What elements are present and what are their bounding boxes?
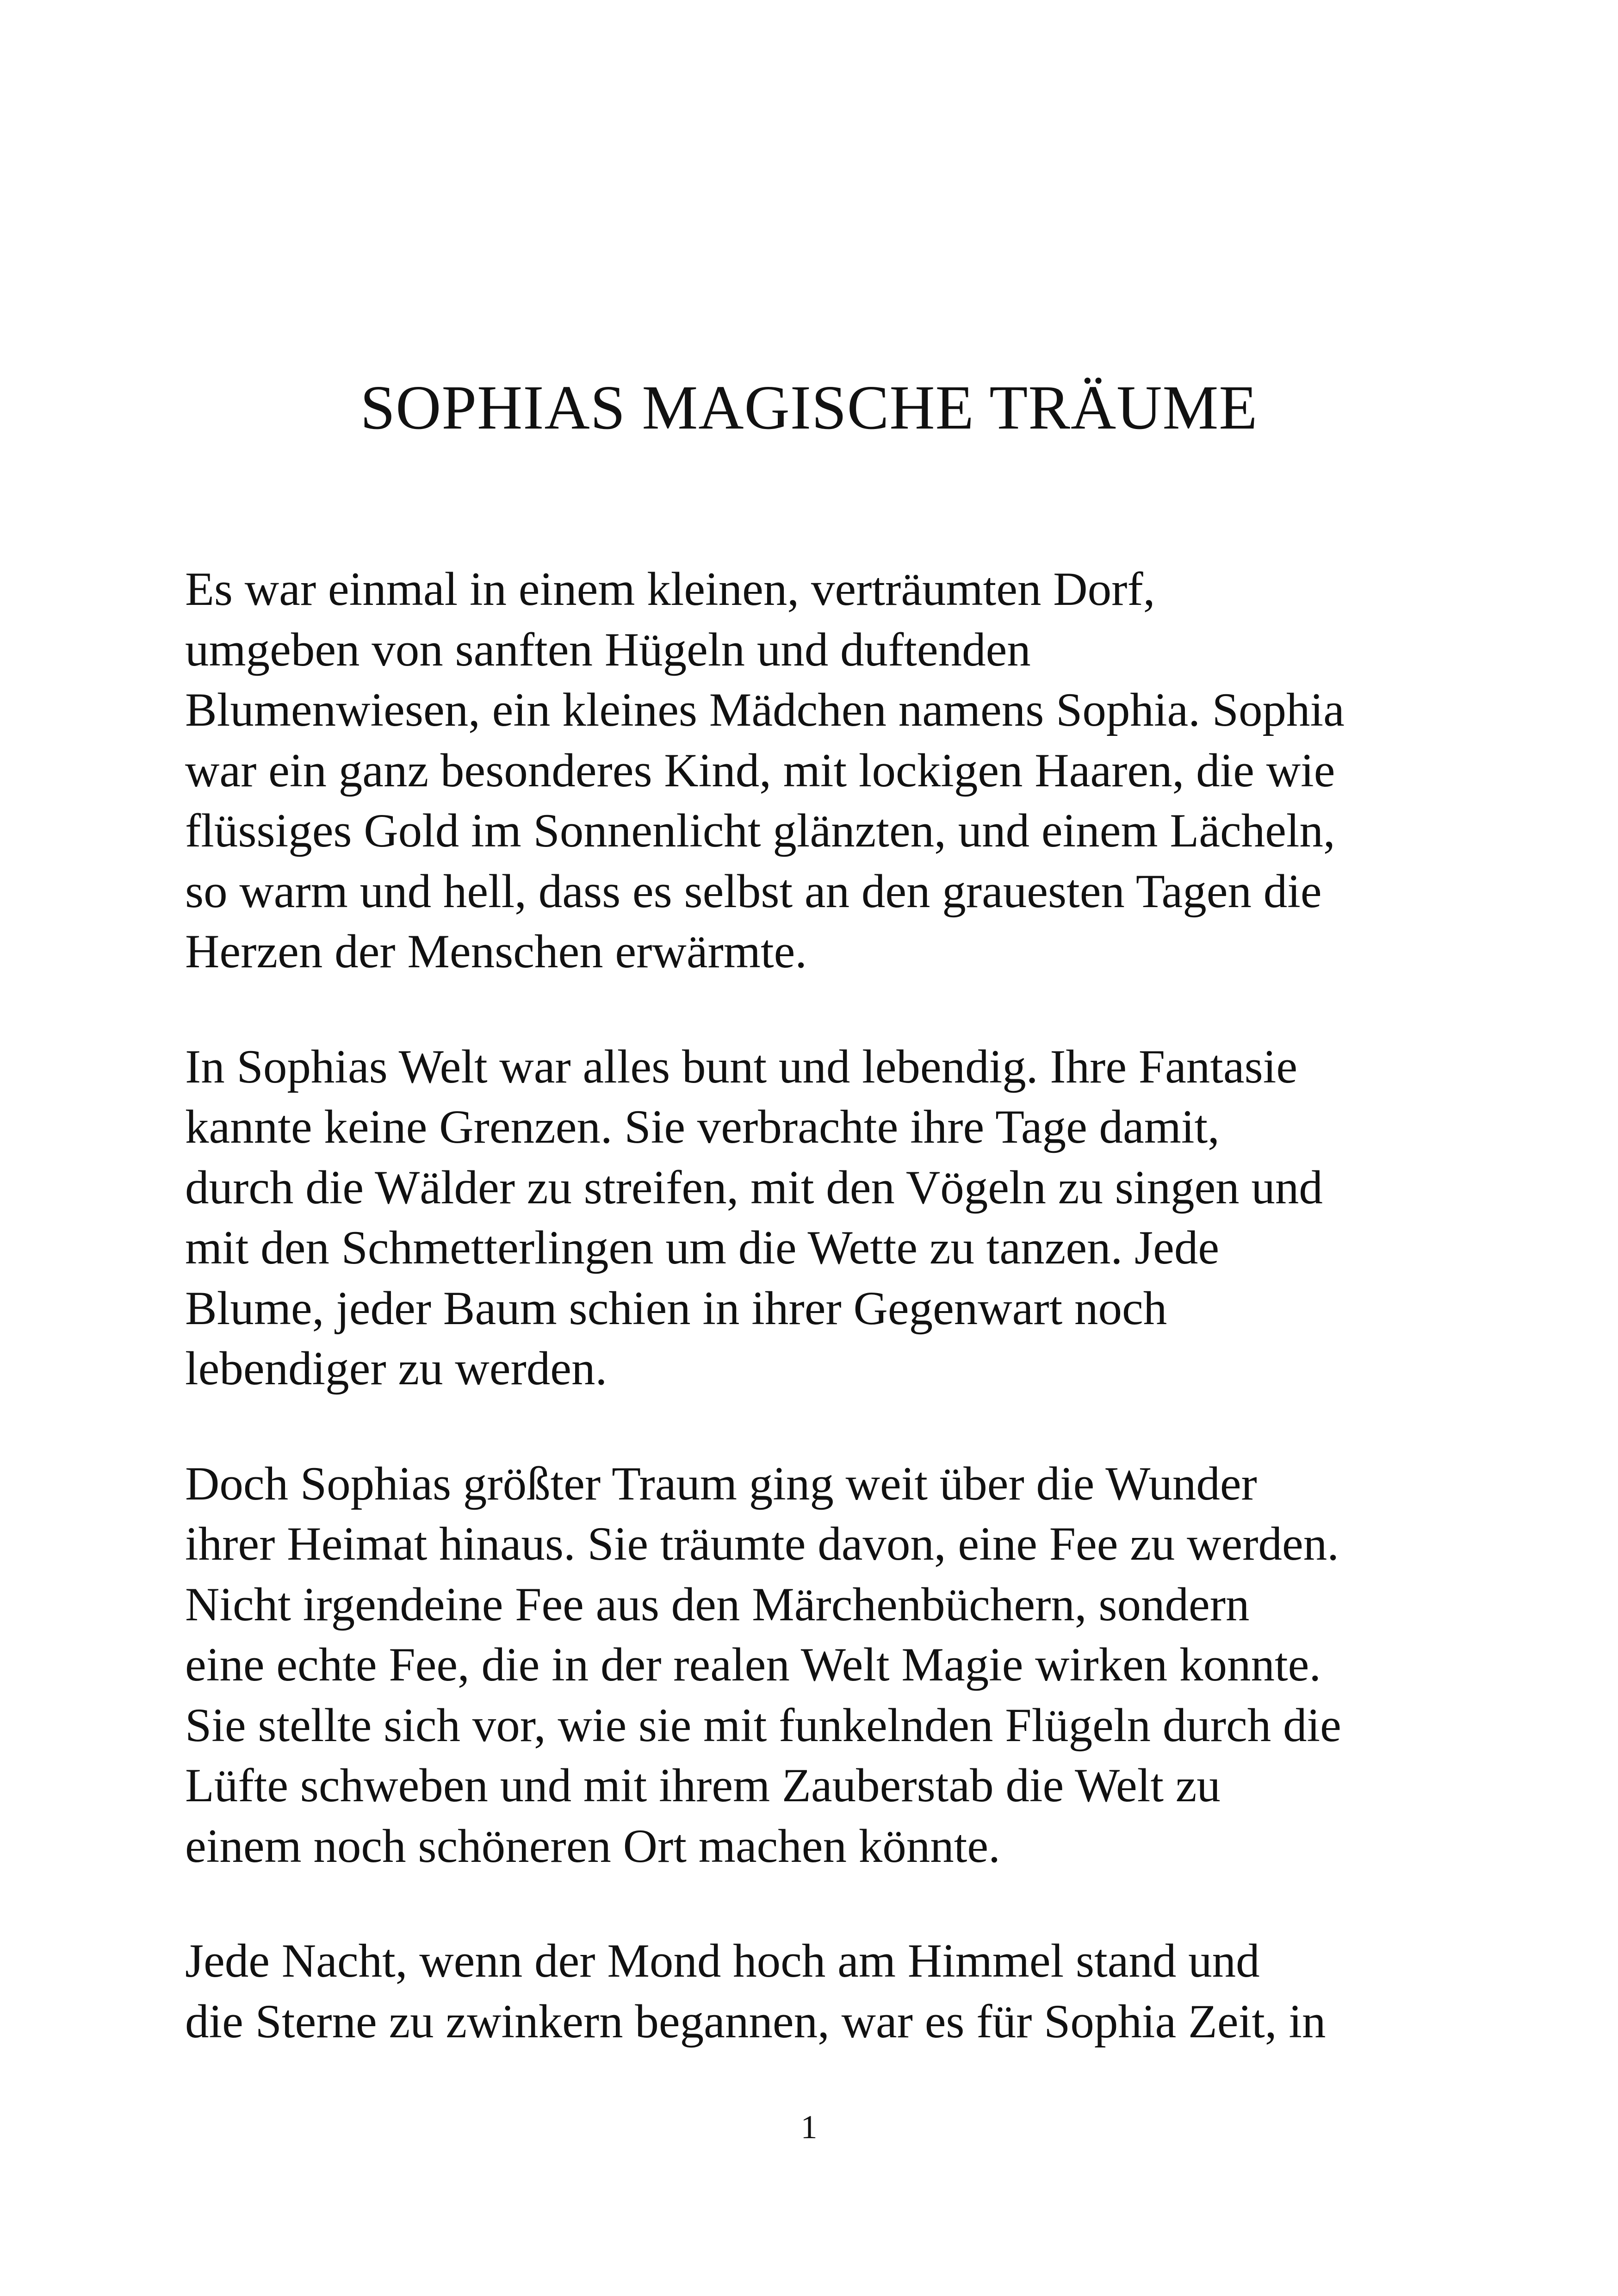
text-line: Es war einmal in einem kleinen, verträumten Dorf, [185,563,1155,616]
page-title: SOPHIAS MAGISCHE TRÄUME [360,373,1258,442]
text-line: kannte keine Grenzen. Sie verbrachte ihre Tage damit, [185,1101,1220,1153]
text-line: flüssiges Gold im Sonnenlicht glänzten, und einem Lächeln, [185,804,1335,857]
text-line: Blume, jeder Baum schien in ihrer Gegenwart noch [185,1282,1167,1335]
text-line: lebendiger zu werden. [185,1342,608,1395]
text-line: ihrer Heimat hinaus. Sie träumte davon, eine Fee zu werden. [185,1518,1339,1570]
story-body [185,559,1462,2106]
text-line: mit den Schmetterlingen um die Wette zu tanzen. Jede [185,1221,1220,1274]
text-line: Blumenwiesen, ein kleines Mädchen namens Sophia. Sophia [185,684,1345,736]
text-line: Nicht irgendeine Fee aus den Märchenbüchern, sondern [185,1578,1250,1631]
text-line: umgeben von sanften Hügeln und duftenden [185,623,1031,676]
page-number: 1 [800,2109,818,2146]
text-line: so warm und hell, dass es selbst an den grauesten Tagen die [185,865,1322,918]
text-line: Jede Nacht, wenn der Mond hoch am Himmel stand und [185,1935,1260,1987]
text-line: Lüfte schweben und mit ihrem Zauberstab die Welt zu [185,1759,1221,1812]
paragraph-2 [185,1037,1462,1399]
text-line: eine echte Fee, die in der realen Welt Magie wirken konnte. [185,1638,1321,1691]
text-line: die Sterne zu zwinkern begannen, war es für Sophia Zeit, in [185,1995,1326,2048]
text-line: einem noch schöneren Ort machen könnte. [185,1819,1000,1873]
text-line: durch die Wälder zu streifen, mit den Vögeln zu singen und [185,1161,1323,1214]
paragraph-3 [185,1454,1462,1877]
text-line: Sie stellte sich vor, wie sie mit funkelnden Flügeln durch die [185,1699,1341,1752]
text-line: Doch Sophias größter Traum ging weit über die Wunder [185,1457,1257,1510]
text-line: Herzen der Menschen erwärmte. [185,925,807,978]
text-line: In Sophias Welt war alles bunt und lebendig. Ihre Fantasie [185,1040,1298,1093]
paragraph-1 [185,559,1462,982]
paragraph-4 [185,1931,1462,2052]
text-line: war ein ganz besonderes Kind, mit lockigen Haaren, die wie [185,744,1335,797]
